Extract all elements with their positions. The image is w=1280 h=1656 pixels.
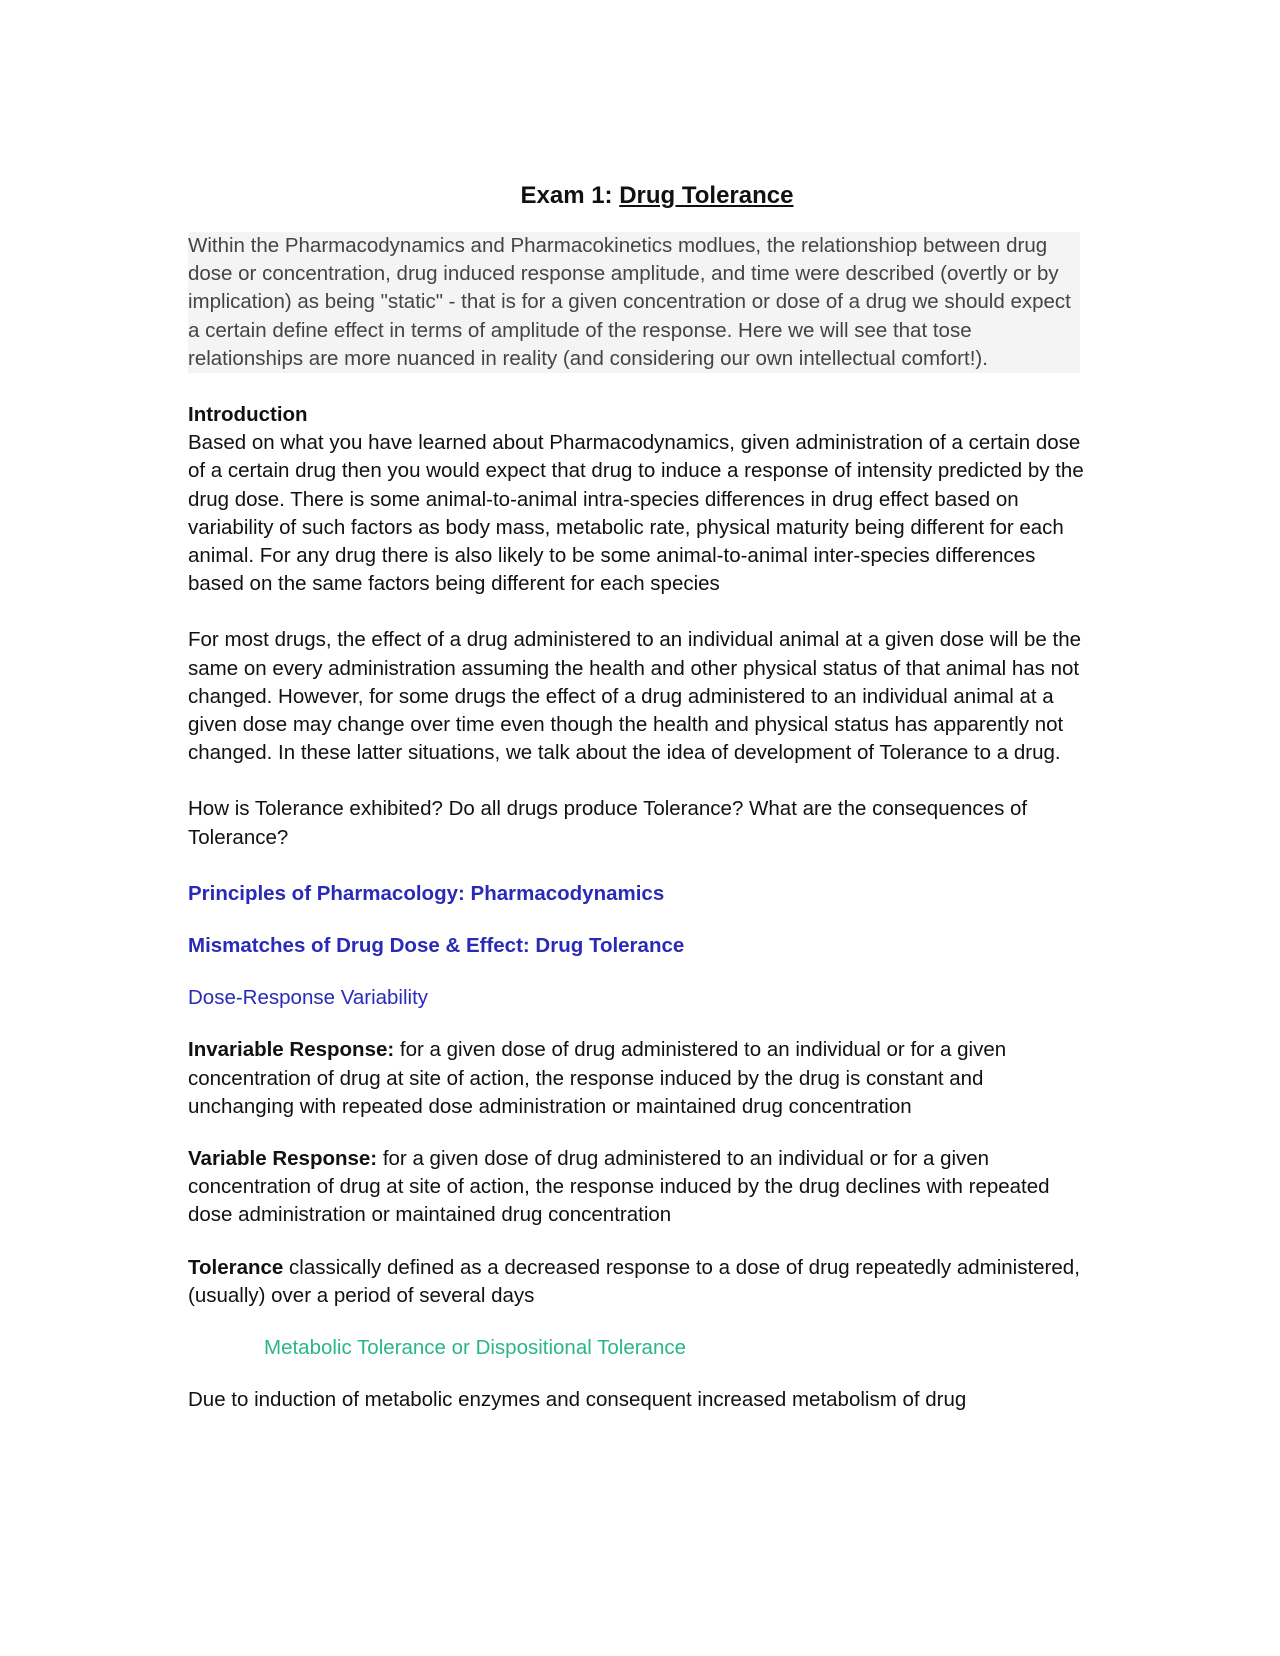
document-title (188, 180, 1088, 212)
invariable-response-text: for a given dose of drug administered to an individual or for a given concentration of drug at site of action, the response induced by the drug is constant and unchanging with repeated dose administration or maintained drug concentration (188, 1038, 1007, 1118)
variability-subheading: Dose-Response Variability (188, 986, 429, 1010)
intro-paragraph: Within the Pharmacodynamics and Pharmacokinetics modlues, the relationshiop between drug dose or concentration, drug induced response amplitude, and time were described (overtly or by implication) as being "static" - that is for a given concentration or dose of a drug we should expect a certain define effect in terms of amplitude of the response. Here we will see that tose relationships are more nuanced in reality (and considering our own intellectual comfort!). (188, 232, 1080, 373)
tolerance-text: classically defined as a decreased response to a dose of drug repeatedly administered, (usually) over a period of several days (188, 1255, 1080, 1307)
metabolic-tolerance-paragraph: Due to induction of metabolic enzymes and consequent increased metabolism of drug (188, 1388, 967, 1412)
tolerance-paragraph (188, 1254, 1088, 1310)
invariable-response-term: Invariable Response: (188, 1038, 395, 1062)
document-page (188, 180, 1088, 1415)
invariable-response-paragraph (188, 1036, 1088, 1121)
variable-response-text: for a given dose of drug administered to an individual or for a given concentration of drug at site of action, the response induced by the drug declines with repeated dose administration or maintained drug concentration (188, 1147, 1050, 1227)
questions-paragraph: How is Tolerance exhibited? Do all drugs produce Tolerance? What are the consequences of Tolerance? (188, 797, 1028, 849)
variable-response-term: Variable Response: (188, 1147, 378, 1171)
title-prefix: Exam 1: (520, 182, 620, 209)
introduction-heading: Introduction (188, 403, 308, 427)
metabolic-tolerance-heading: Metabolic Tolerance or Dispositional Tolerance (264, 1336, 687, 1360)
principles-heading: Principles of Pharmacology: Pharmacodynamics (188, 881, 665, 905)
title-underlined: Drug Tolerance (619, 182, 794, 209)
most-drugs-paragraph: For most drugs, the effect of a drug administered to an individual animal at a given dose will be the same on every administration assuming the health and other physical status of that animal has not changed. However, for some drugs the effect of a drug administered to an individual animal at a given dose may change over time even though the health and physical status has apparently not changed. In these latter situations, we talk about the idea of development of Tolerance to a drug. (188, 628, 1082, 765)
variable-response-paragraph (188, 1145, 1088, 1230)
tolerance-term: Tolerance (188, 1255, 284, 1279)
introduction-paragraph: Based on what you have learned about Pharmacodynamics, given administration of a certain dose of a certain drug then you would expect that drug to induce a response of intensity predicted by the drug dose. There is some animal-to-animal intra-species differences in drug effect based on variability of such factors as body mass, metabolic rate, physical maturity being different for each animal. For any drug there is also likely to be some animal-to-animal inter-species differences based on the same factors being different for each species (188, 431, 1084, 596)
mismatches-heading: Mismatches of Drug Dose & Effect: Drug Tolerance (188, 934, 685, 958)
